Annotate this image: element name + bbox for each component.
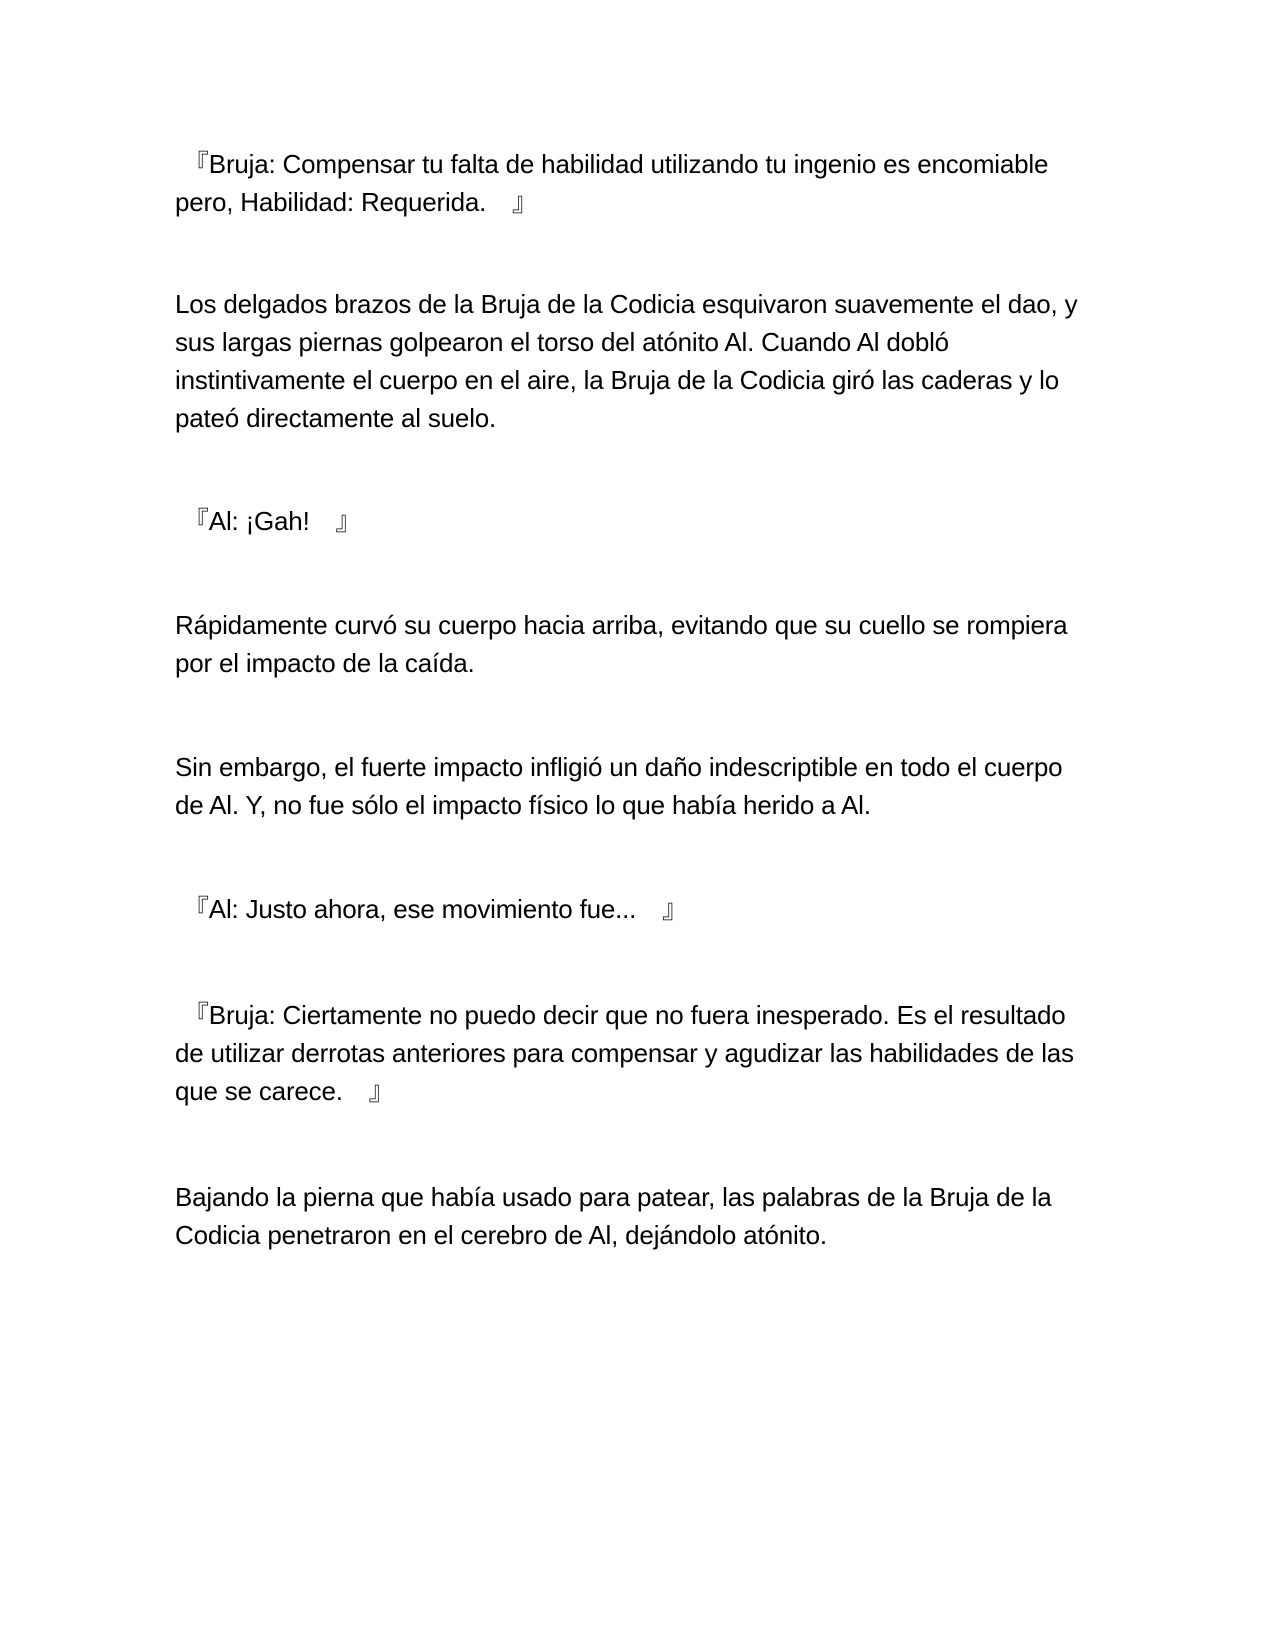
narration-paragraph-1: Los delgados brazos de la Bruja de la Codicia esquivaron suavemente el dao, y sus largas piernas golpearon el torso del atónito Al. Cuando Al dobló instintivamente el cuerpo en el aire, la Bruja de la Codicia giró las caderas y lo pateó directamente al suelo. [175, 289, 1078, 433]
narration-paragraph-3: Sin embargo, el fuerte impacto infligió un daño indescriptible en todo el cuerpo de Al. Y, no fue sólo el impacto físico lo que había herido a Al. [175, 752, 1063, 820]
narration-paragraph-4: Bajando la pierna que había usado para patear, las palabras de la Bruja de la Codicia penetraron en el cerebro de Al, dejándolo atónito. [175, 1182, 1052, 1250]
dialogue-witch-1: 『Bruja: Compensar tu falta de habilidad utilizando tu ingenio es encomiable pero, Habilidad: Requerida. 』 [175, 149, 1049, 217]
narration-paragraph-2: Rápidamente curvó su cuerpo hacia arriba, evitando que su cuello se rompiera por el impacto de la caída. [175, 610, 1068, 678]
dialogue-witch-2: 『Bruja: Ciertamente no puedo decir que no fuera inesperado. Es el resultado de utilizar derrotas anteriores para compensar y agudizar las habilidades de las que se carece. 』 [175, 1000, 1074, 1106]
dialogue-al-2: 『Al: Justo ahora, ese movimiento fue... 』 [183, 894, 688, 924]
dialogue-al-1: 『Al: ¡Gah! 』 [183, 506, 362, 536]
